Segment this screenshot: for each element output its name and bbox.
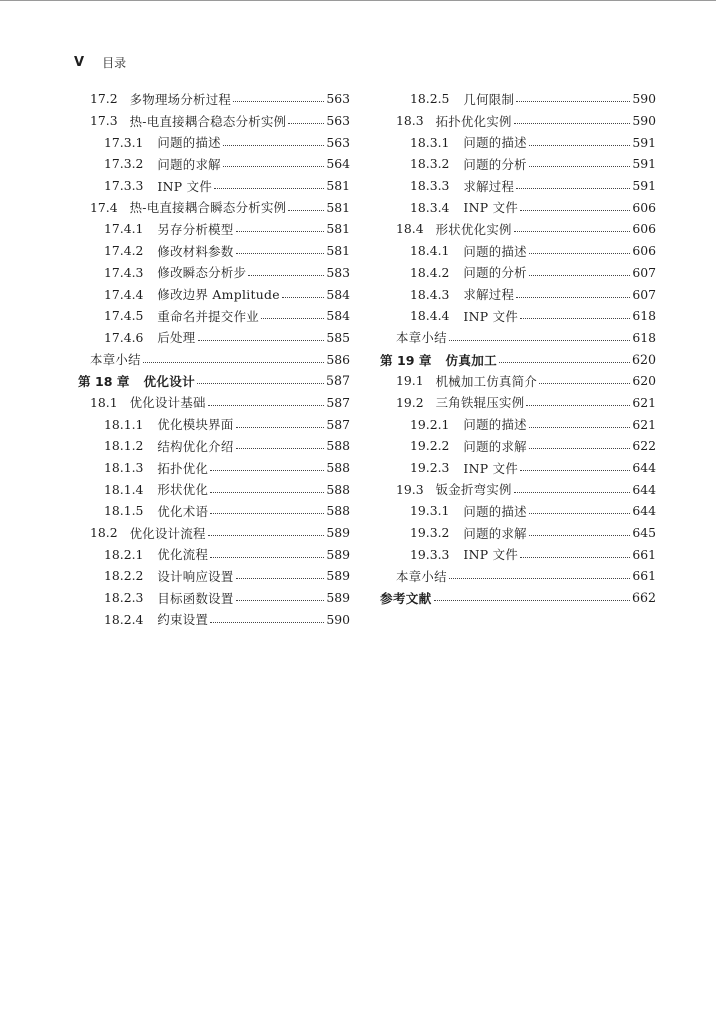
entry-number: 18.1.5 <box>104 503 144 519</box>
entry-title: 三角铁辊压实例 <box>435 395 525 411</box>
dot-leader <box>208 535 325 536</box>
entry-page-number: 588 <box>326 503 350 519</box>
entry-title: 问题的分析 <box>463 265 527 281</box>
entry-title: 问题的描述 <box>463 243 527 259</box>
toc-subsection-entry[interactable] <box>380 522 656 544</box>
dot-leader <box>236 231 325 232</box>
entry-page-number: 621 <box>632 394 656 410</box>
toc-subsection-entry[interactable] <box>380 175 656 197</box>
toc-subsection-entry[interactable] <box>78 457 350 479</box>
entry-page-number: 581 <box>326 243 350 259</box>
entry-title: 本章小结 <box>396 330 447 346</box>
entry-page-number: 622 <box>632 438 656 454</box>
entry-number: 18.1.4 <box>104 481 144 497</box>
entry-title: 求解过程 <box>463 178 515 194</box>
entry-number: 17.3 <box>90 113 118 129</box>
entry-title: 优化设计流程 <box>129 525 206 541</box>
toc-subsection-entry[interactable] <box>78 587 350 609</box>
entry-number: 18.2.3 <box>104 590 144 606</box>
dot-leader <box>520 557 630 558</box>
dot-leader <box>208 405 325 406</box>
toc-section-entry[interactable] <box>380 110 656 132</box>
dot-leader <box>499 362 630 363</box>
entry-title: 拓扑优化实例 <box>435 113 512 129</box>
toc-section-entry[interactable] <box>78 110 350 132</box>
entry-page-number: 618 <box>632 308 656 324</box>
entry-number: 18.4.3 <box>410 286 450 302</box>
dot-leader <box>539 383 630 384</box>
entry-number: 18.2.2 <box>104 568 144 584</box>
entry-title: 修改边界 Amplitude <box>157 287 280 303</box>
entry-number: 17.3.1 <box>104 134 144 150</box>
dot-leader <box>233 101 324 102</box>
entry-title: 参考文献 <box>380 591 432 607</box>
entry-number: 17.4.1 <box>104 221 144 237</box>
entry-page-number: 563 <box>326 134 350 150</box>
entry-number: 18.3.4 <box>410 199 450 215</box>
page-header <box>74 52 126 72</box>
entry-title: 多物理场分析过程 <box>129 91 232 107</box>
dot-leader <box>236 253 325 254</box>
entry-title: 问题的求解 <box>463 525 527 541</box>
entry-number: 17.4.3 <box>104 264 144 280</box>
entry-title: 本章小结 <box>396 568 447 584</box>
entry-page-number: 644 <box>632 503 656 519</box>
toc-subsection-entry[interactable] <box>380 543 656 565</box>
toc-subsection-entry[interactable] <box>78 543 350 565</box>
dot-leader <box>143 362 325 363</box>
toc-subsection-entry[interactable] <box>380 457 656 479</box>
entry-title: 问题的描述 <box>463 503 527 519</box>
entry-page-number: 591 <box>632 134 656 150</box>
dot-leader <box>248 275 324 276</box>
dot-leader <box>210 622 324 623</box>
dot-leader <box>236 448 325 449</box>
toc-summary-entry[interactable] <box>78 348 350 370</box>
entry-number: 19.2.3 <box>410 460 450 476</box>
entry-number: 18.2 <box>90 525 118 541</box>
entry-title: 本章小结 <box>90 352 141 368</box>
entry-page-number: 589 <box>326 590 350 606</box>
entry-title: INP 文件 <box>463 460 519 476</box>
entry-page-number: 591 <box>632 178 656 194</box>
top-rule <box>0 0 716 1</box>
toc-subsection-entry[interactable] <box>78 283 350 305</box>
entry-number: 17.4.4 <box>104 286 144 302</box>
entry-page-number: 618 <box>632 329 656 345</box>
entry-number: 19.3.2 <box>410 525 450 541</box>
entry-number: 17.4.5 <box>104 308 144 324</box>
dot-leader <box>210 492 324 493</box>
toc-chapter-heading[interactable] <box>380 587 656 609</box>
dot-leader <box>516 297 630 298</box>
toc-section-entry[interactable] <box>78 522 350 544</box>
entry-page-number: 564 <box>326 156 350 172</box>
entry-page-number: 606 <box>632 199 656 215</box>
toc-subsection-entry[interactable] <box>380 413 656 435</box>
toc-subsection-entry[interactable] <box>78 435 350 457</box>
toc-subsection-entry[interactable] <box>78 153 350 175</box>
dot-leader <box>288 123 324 124</box>
entry-number: 18.4 <box>396 221 424 237</box>
entry-title: 求解过程 <box>463 287 515 303</box>
toc-section-entry[interactable] <box>380 392 656 414</box>
entry-page-number: 606 <box>632 243 656 259</box>
dot-leader <box>236 427 325 428</box>
dot-leader <box>198 340 325 341</box>
dot-leader <box>210 513 324 514</box>
entry-page-number: 587 <box>326 416 350 432</box>
entry-number: 19.3 <box>396 481 424 497</box>
entry-page-number: 588 <box>326 460 350 476</box>
entry-title: INP 文件 <box>157 178 213 194</box>
entry-page-number: 661 <box>632 568 656 584</box>
entry-title: 问题的描述 <box>157 135 221 151</box>
entry-page-number: 587 <box>326 394 350 410</box>
entry-page-number: 563 <box>326 91 350 107</box>
entry-page-number: 644 <box>632 481 656 497</box>
entry-title: 机械加工仿真简介 <box>435 373 538 389</box>
entry-page-number: 590 <box>326 611 350 627</box>
entry-number: 17.2 <box>90 91 118 107</box>
entry-title: 优化设计 <box>143 374 196 390</box>
toc-section-entry[interactable] <box>380 218 656 240</box>
entry-title: 约束设置 <box>157 612 209 628</box>
toc-subsection-entry[interactable] <box>380 283 656 305</box>
dot-leader <box>223 166 324 167</box>
toc-subsection-entry[interactable] <box>380 196 656 218</box>
running-title: 目录 <box>102 55 127 70</box>
dot-leader <box>529 448 630 449</box>
toc-subsection-entry[interactable] <box>78 240 350 262</box>
dot-leader <box>514 231 631 232</box>
entry-page-number: 584 <box>326 286 350 302</box>
dot-leader <box>529 513 630 514</box>
toc-chapter-heading[interactable] <box>78 370 350 392</box>
entry-title: 仿真加工 <box>445 352 498 368</box>
dot-leader <box>520 318 630 319</box>
dot-leader <box>449 340 631 341</box>
entry-number: 18.3.1 <box>410 134 450 150</box>
entry-page-number: 583 <box>326 264 350 280</box>
entry-page-number: 581 <box>326 178 350 194</box>
entry-title: INP 文件 <box>463 308 519 324</box>
toc-subsection-entry[interactable] <box>78 565 350 587</box>
dot-leader <box>520 210 630 211</box>
entry-page-number: 584 <box>326 308 350 324</box>
toc-section-entry[interactable] <box>78 392 350 414</box>
toc-subsection-entry[interactable] <box>380 240 656 262</box>
entry-title: 优化模块界面 <box>157 417 234 433</box>
entry-number: 18.3 <box>396 113 424 129</box>
toc-subsection-entry[interactable] <box>78 218 350 240</box>
entry-number: 19.1 <box>396 373 424 389</box>
toc-subsection-entry[interactable] <box>78 175 350 197</box>
dot-leader <box>288 210 324 211</box>
entry-number: 17.4 <box>90 199 118 215</box>
toc-subsection-entry[interactable] <box>380 88 656 110</box>
toc-column-right <box>380 88 656 609</box>
entry-number: 第 18 章 <box>78 374 130 390</box>
toc-subsection-entry[interactable] <box>380 305 656 327</box>
toc-subsection-entry[interactable] <box>78 262 350 284</box>
dot-leader <box>514 123 631 124</box>
dot-leader <box>520 470 630 471</box>
entry-page-number: 589 <box>326 546 350 562</box>
entry-number: 18.4.4 <box>410 308 450 324</box>
entry-number: 18.4.2 <box>410 264 450 280</box>
dot-leader <box>516 101 630 102</box>
entry-number: 19.2.2 <box>410 438 450 454</box>
entry-page-number: 620 <box>632 373 656 389</box>
entry-number: 第 19 章 <box>380 352 432 368</box>
entry-title: 目标函数设置 <box>157 590 234 606</box>
entry-page-number: 563 <box>326 113 350 129</box>
toc-subsection-entry[interactable] <box>78 478 350 500</box>
entry-page-number: 581 <box>326 199 350 215</box>
entry-number: 18.1 <box>90 394 118 410</box>
entry-number: 19.2.1 <box>410 416 450 432</box>
toc-subsection-entry[interactable] <box>78 305 350 327</box>
entry-title: 另存分析模型 <box>157 221 234 237</box>
entry-title: 问题的描述 <box>463 417 527 433</box>
toc-summary-entry[interactable] <box>380 565 656 587</box>
dot-leader <box>516 188 630 189</box>
toc-subsection-entry[interactable] <box>380 131 656 153</box>
entry-number: 19.3.3 <box>410 546 450 562</box>
entry-title: INP 文件 <box>463 547 519 563</box>
entry-title: 几何限制 <box>463 91 515 107</box>
entry-title: 修改材料参数 <box>157 243 234 259</box>
entry-number: 19.2 <box>396 394 424 410</box>
dot-leader <box>529 535 630 536</box>
toc-section-entry[interactable] <box>380 370 656 392</box>
entry-page-number: 589 <box>326 568 350 584</box>
entry-number: 17.3.2 <box>104 156 144 172</box>
toc-summary-entry[interactable] <box>380 327 656 349</box>
dot-leader <box>214 188 324 189</box>
dot-leader <box>526 405 630 406</box>
entry-number: 17.4.6 <box>104 329 144 345</box>
toc-chapter-heading[interactable] <box>380 348 656 370</box>
entry-number: 18.1.1 <box>104 416 144 432</box>
entry-title: 钣金折弯实例 <box>435 482 512 498</box>
entry-page-number: 607 <box>632 264 656 280</box>
toc-subsection-entry[interactable] <box>78 131 350 153</box>
toc-subsection-entry[interactable] <box>380 500 656 522</box>
entry-title: 重命名并提交作业 <box>157 308 259 324</box>
entry-title: 设计响应设置 <box>157 568 234 584</box>
page-number-roman: V <box>74 54 85 70</box>
toc-subsection-entry[interactable] <box>78 609 350 631</box>
entry-title: 优化术语 <box>157 503 209 519</box>
toc-section-entry[interactable] <box>78 196 350 218</box>
entry-page-number: 662 <box>631 590 656 606</box>
dot-leader <box>529 145 630 146</box>
dot-leader <box>529 427 630 428</box>
entry-page-number: 591 <box>632 156 656 172</box>
entry-page-number: 589 <box>326 525 350 541</box>
dot-leader <box>210 557 324 558</box>
entry-title: 问题的求解 <box>463 438 527 454</box>
toc-subsection-entry[interactable] <box>78 413 350 435</box>
dot-leader <box>282 297 324 298</box>
toc-section-entry[interactable] <box>78 88 350 110</box>
toc-column-left <box>78 88 350 630</box>
toc-subsection-entry[interactable] <box>380 262 656 284</box>
entry-title: 热-电直接耦合稳态分析实例 <box>129 113 287 129</box>
entry-number: 18.1.2 <box>104 438 144 454</box>
entry-page-number: 645 <box>632 525 656 541</box>
toc-subsection-entry[interactable] <box>78 500 350 522</box>
entry-page-number: 585 <box>326 329 350 345</box>
dot-leader <box>197 383 324 384</box>
entry-number: 18.4.1 <box>410 243 450 259</box>
entry-title: 后处理 <box>157 330 196 346</box>
dot-leader <box>529 166 630 167</box>
dot-leader <box>236 600 325 601</box>
entry-page-number: 644 <box>632 460 656 476</box>
entry-page-number: 590 <box>632 113 656 129</box>
entry-page-number: 606 <box>632 221 656 237</box>
entry-title: 优化流程 <box>157 547 209 563</box>
entry-number: 18.1.3 <box>104 460 144 476</box>
entry-number: 18.2.5 <box>410 91 450 107</box>
entry-title: 修改瞬态分析步 <box>157 265 247 281</box>
entry-page-number: 661 <box>632 546 656 562</box>
toc-subsection-entry[interactable] <box>380 153 656 175</box>
entry-page-number: 581 <box>326 221 350 237</box>
entry-number: 19.3.1 <box>410 503 450 519</box>
toc-subsection-entry[interactable] <box>78 327 350 349</box>
dot-leader <box>210 470 324 471</box>
entry-title: 问题的分析 <box>463 156 527 172</box>
dot-leader <box>261 318 324 319</box>
entry-number: 18.3.3 <box>410 178 450 194</box>
entry-title: 结构优化介绍 <box>157 438 234 454</box>
toc-subsection-entry[interactable] <box>380 435 656 457</box>
entry-title: 问题的描述 <box>463 135 527 151</box>
entry-number: 18.3.2 <box>410 156 450 172</box>
entry-title: 热-电直接耦合瞬态分析实例 <box>129 200 287 216</box>
dot-leader <box>434 600 630 601</box>
dot-leader <box>449 578 631 579</box>
entry-title: 问题的求解 <box>157 156 221 172</box>
entry-page-number: 620 <box>631 351 656 367</box>
dot-leader <box>514 492 631 493</box>
dot-leader <box>529 253 630 254</box>
entry-title: 形状优化 <box>157 482 209 498</box>
entry-number: 18.2.4 <box>104 611 144 627</box>
entry-number: 17.3.3 <box>104 178 144 194</box>
entry-page-number: 588 <box>326 481 350 497</box>
dot-leader <box>236 578 325 579</box>
dot-leader <box>529 275 630 276</box>
entry-page-number: 621 <box>632 416 656 432</box>
entry-title: 拓扑优化 <box>157 460 209 476</box>
entry-number: 17.4.2 <box>104 243 144 259</box>
entry-title: 形状优化实例 <box>435 221 512 237</box>
entry-title: 优化设计基础 <box>129 395 206 411</box>
entry-page-number: 588 <box>326 438 350 454</box>
entry-page-number: 590 <box>632 91 656 107</box>
entry-page-number: 586 <box>326 351 350 367</box>
entry-page-number: 607 <box>632 286 656 302</box>
dot-leader <box>223 145 324 146</box>
entry-number: 18.2.1 <box>104 546 144 562</box>
entry-title: INP 文件 <box>463 200 519 216</box>
entry-page-number: 587 <box>325 373 350 389</box>
toc-section-entry[interactable] <box>380 478 656 500</box>
